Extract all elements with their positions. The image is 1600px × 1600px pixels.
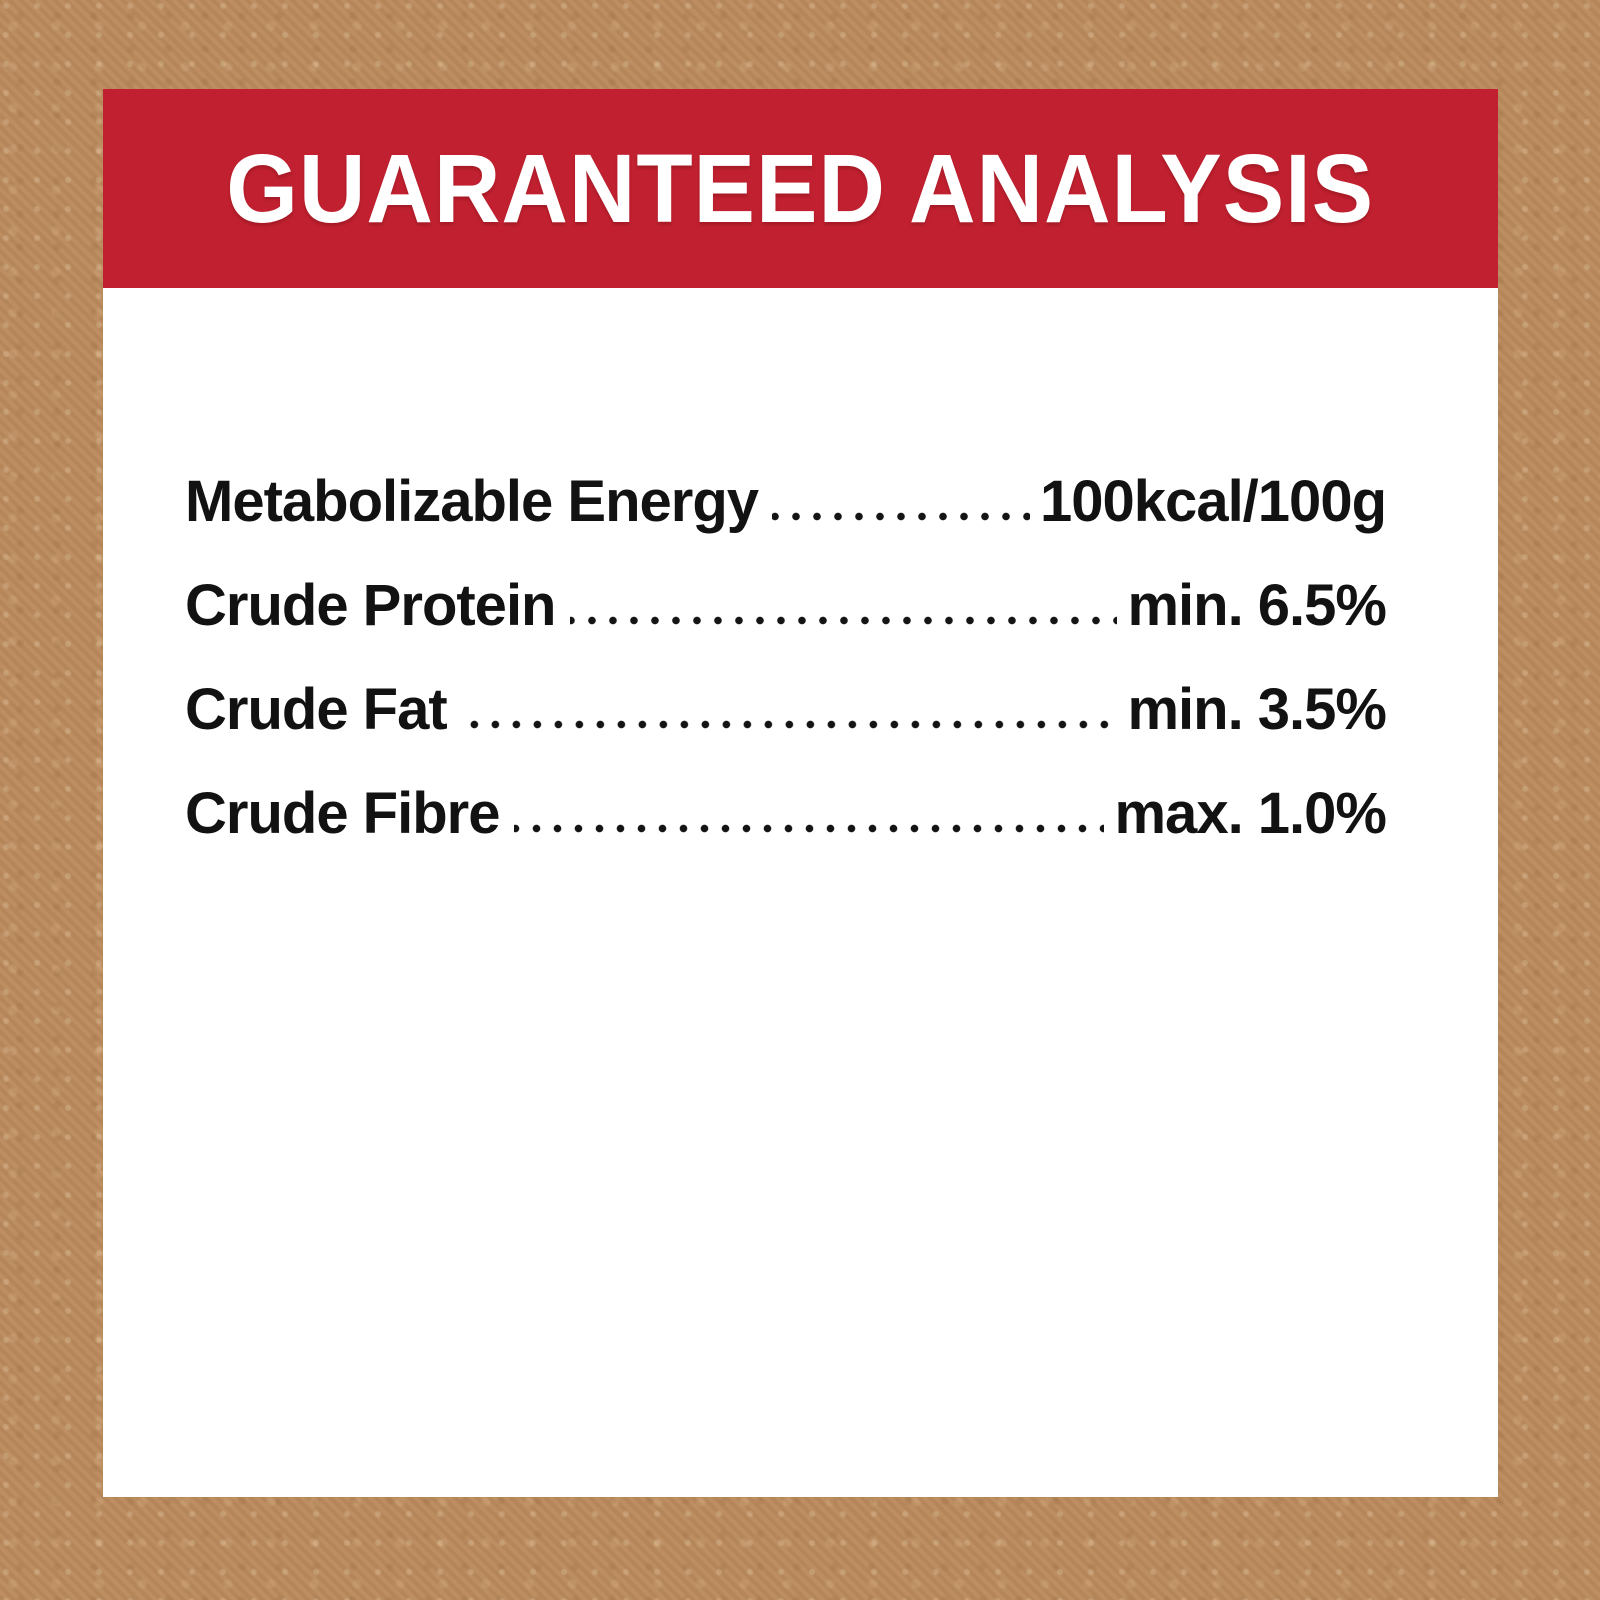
row-label: Crude Fibre	[185, 781, 500, 846]
analysis-row-crude-fat	[185, 676, 1386, 780]
dot-leader	[461, 720, 1118, 729]
row-value: 100kcal/100g	[1040, 469, 1386, 534]
row-value: min. 6.5%	[1127, 573, 1386, 638]
row-value: min. 3.5%	[1127, 677, 1386, 742]
guaranteed-analysis-panel	[103, 89, 1498, 1497]
analysis-rows	[103, 288, 1498, 884]
dot-leader	[570, 616, 1118, 625]
row-label: Crude Fat	[185, 677, 447, 742]
row-value: max. 1.0%	[1114, 781, 1386, 846]
dot-leader	[514, 824, 1105, 833]
row-label: Crude Protein	[185, 573, 556, 638]
analysis-row-crude-fibre	[185, 780, 1386, 884]
analysis-row-metabolizable-energy	[185, 468, 1386, 572]
analysis-row-crude-protein	[185, 572, 1386, 676]
panel-title: GUARANTEED ANALYSIS	[226, 133, 1375, 243]
panel-header-bar	[103, 89, 1498, 288]
dot-leader	[772, 512, 1030, 521]
row-label: Metabolizable Energy	[185, 469, 759, 534]
